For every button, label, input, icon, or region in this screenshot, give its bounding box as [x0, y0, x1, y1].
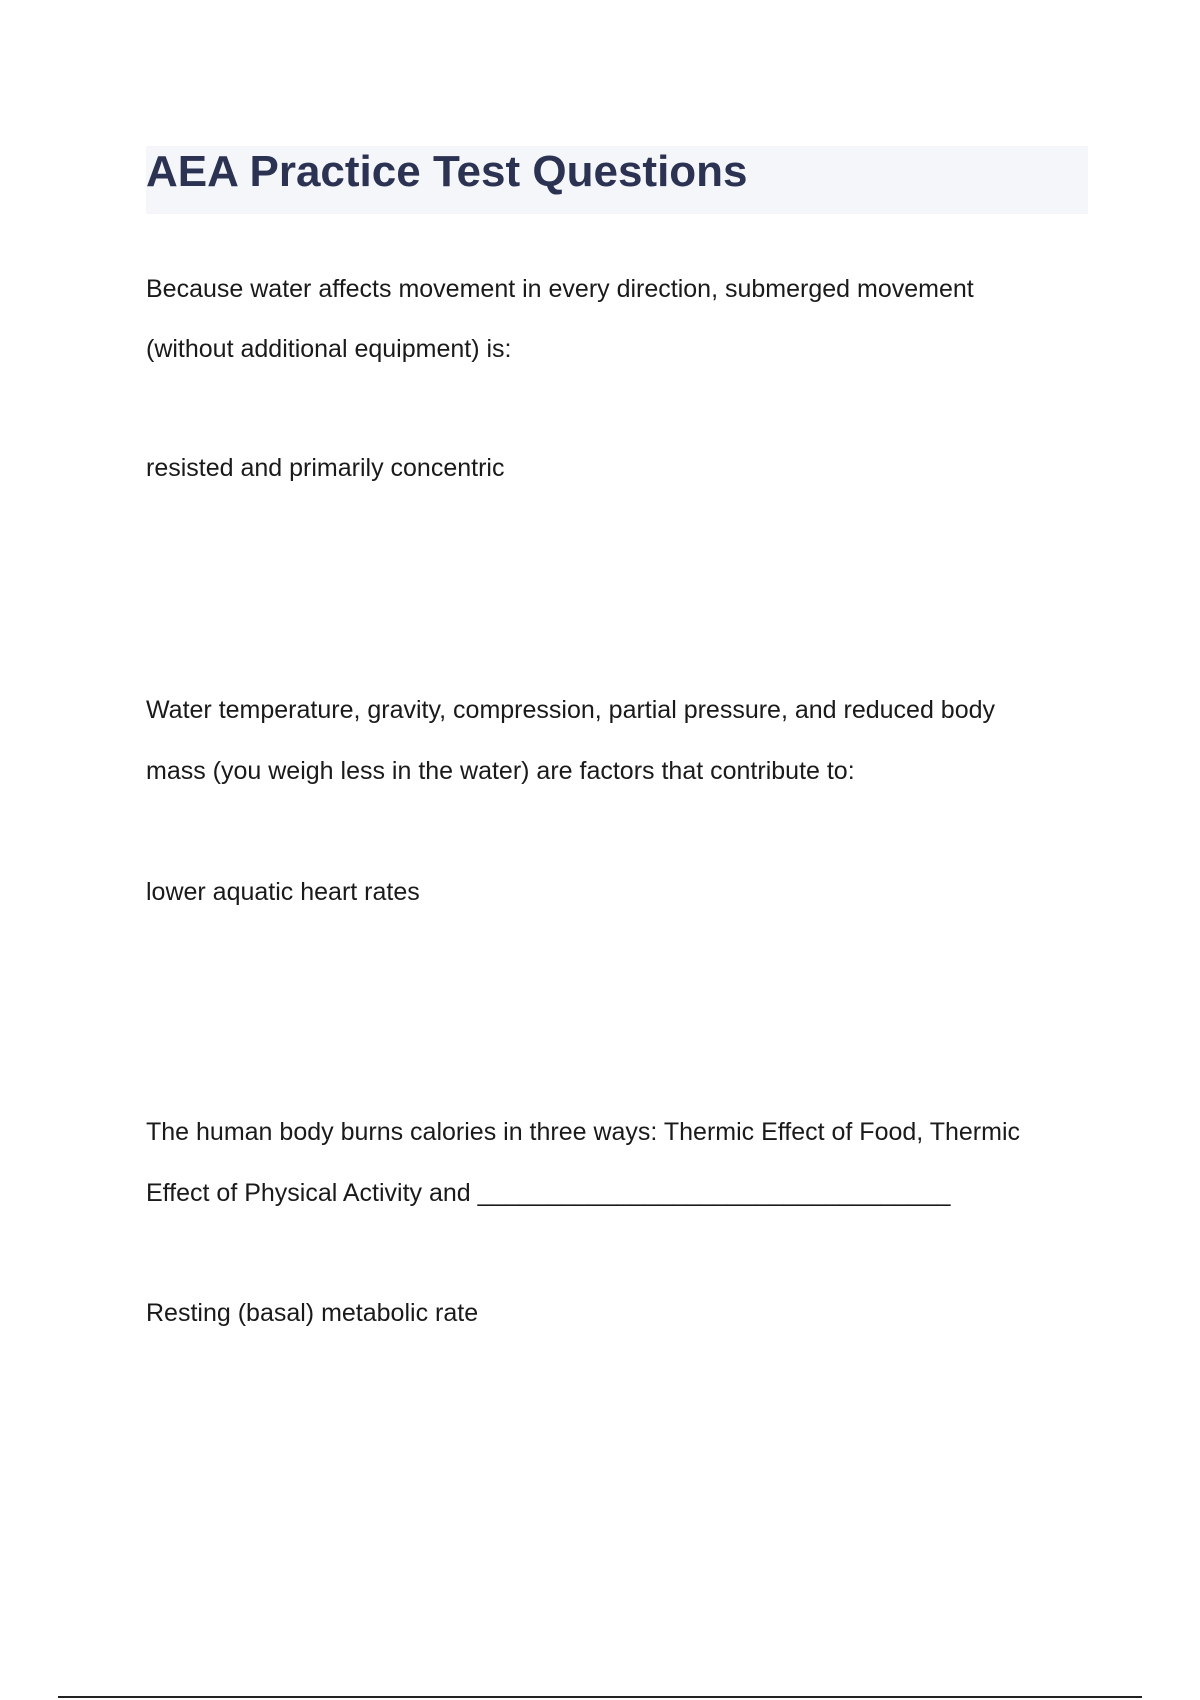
- answer-1: resisted and primarily concentric: [146, 454, 505, 482]
- question-2-line-1: Water temperature, gravity, compression, partial pressure, and reduced body: [146, 696, 996, 724]
- question-1-line-2: (without additional equipment) is:: [146, 335, 512, 363]
- page-bottom-divider: [58, 1696, 1142, 1698]
- question-3-line-2: Effect of Physical Activity and __________________________________: [146, 1179, 951, 1207]
- question-2-line-2: mass (you weigh less in the water) are factors that contribute to:: [146, 757, 855, 785]
- question-1-line-1: Because water affects movement in every direction, submerged movement: [146, 275, 974, 303]
- answer-2: lower aquatic heart rates: [146, 878, 420, 906]
- answer-3: Resting (basal) metabolic rate: [146, 1299, 479, 1327]
- question-3-line-1: The human body burns calories in three ways: Thermic Effect of Food, Thermic: [146, 1118, 1021, 1146]
- page-title: AEA Practice Test Questions: [146, 147, 748, 196]
